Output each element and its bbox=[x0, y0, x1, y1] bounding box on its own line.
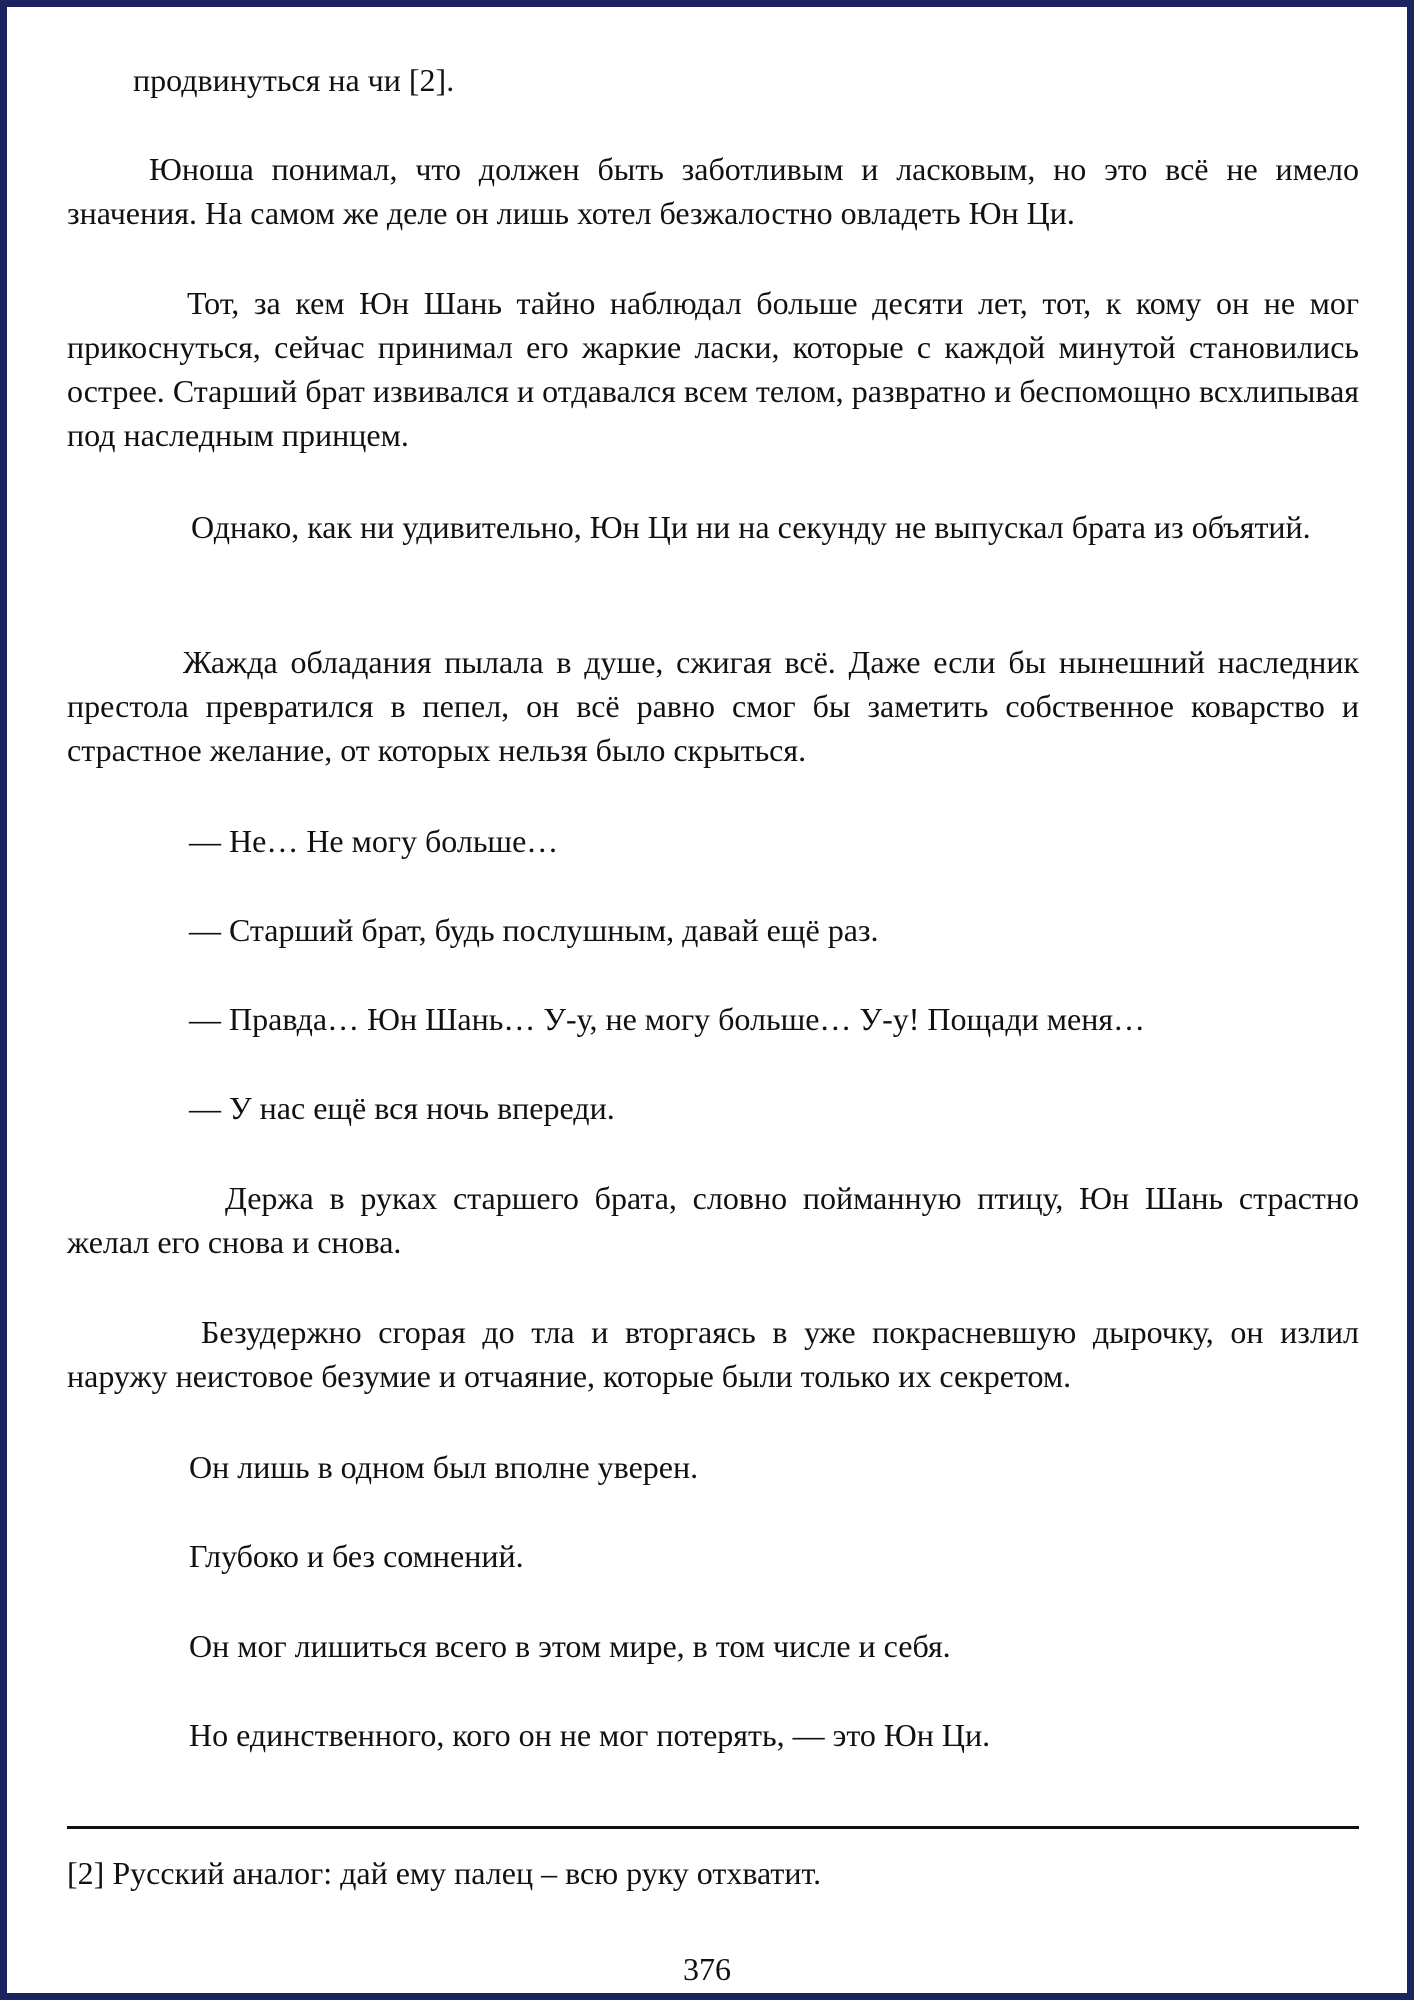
footnote: [2] Русский аналог: дай ему палец – всю руку отхватит. bbox=[67, 1855, 822, 1891]
body-text bbox=[67, 997, 1359, 1041]
paragraph: Тот, за кем Юн Шань тайно наблюдал больше десяти лет, тот, к кому он не мог прикоснуться, сейчас принимал его жаркие ласки, которые с каждой минутой становились острее. Старший брат извивался и отдавался всем телом, развратно и беспомощно всхлипывая под наследным принцем. bbox=[67, 285, 1359, 453]
body-text bbox=[67, 819, 1359, 863]
body-text bbox=[67, 1445, 1359, 1489]
paragraph: Однако, как ни удивительно, Юн Ци ни на секунду не выпускал брата из объятий. bbox=[191, 509, 1311, 545]
body-text bbox=[67, 58, 1359, 102]
body-text bbox=[67, 147, 1359, 235]
body-text bbox=[67, 1176, 1359, 1264]
paragraph: Он мог лишиться всего в этом мире, в том числе и себя. bbox=[189, 1628, 951, 1664]
body-text bbox=[67, 1713, 1359, 1757]
footnote-divider bbox=[67, 1826, 1359, 1829]
paragraph: Юноша понимал, что должен быть заботливым и ласковым, но это всё не имело значения. На самом же деле он лишь хотел безжалостно овладеть Юн Ци. bbox=[67, 151, 1359, 231]
body-text bbox=[67, 505, 1359, 549]
body-text bbox=[67, 1624, 1359, 1668]
paragraph: Но единственного, кого он не мог потерять, — это Юн Ци. bbox=[189, 1717, 991, 1753]
dialogue-line: — Не… Не могу больше… bbox=[189, 823, 559, 859]
body-text bbox=[67, 1086, 1359, 1130]
paragraph: Он лишь в одном был вполне уверен. bbox=[189, 1449, 699, 1485]
body-text bbox=[67, 908, 1359, 952]
page-number: 376 bbox=[683, 1951, 731, 1987]
paragraph: продвинуться на чи [2]. bbox=[133, 62, 455, 98]
paragraph: Глубоко и без сомнений. bbox=[189, 1538, 524, 1574]
dialogue-line: — Старший брат, будь послушным, давай ещё раз. bbox=[189, 912, 879, 948]
body-text bbox=[67, 1534, 1359, 1578]
body-text bbox=[67, 640, 1359, 772]
body-text bbox=[67, 1310, 1359, 1398]
dialogue-line: — У нас ещё вся ночь впереди. bbox=[189, 1090, 615, 1126]
body-text bbox=[67, 281, 1359, 457]
paragraph: Безудержно сгорая до тла и вторгаясь в уже покрасневшую дырочку, он излил наружу неистовое безумие и отчаяние, которые были только их секретом. bbox=[67, 1314, 1359, 1394]
paragraph: Держа в руках старшего брата, словно пойманную птицу, Юн Шань страстно желал его снова и снова. bbox=[67, 1180, 1359, 1260]
dialogue-line: — Правда… Юн Шань… У-у, не могу больше… У-у! Пощади меня… bbox=[189, 1001, 1146, 1037]
paragraph: Жажда обладания пылала в душе, сжигая всё. Даже если бы нынешний наследник престола превратился в пепел, он всё равно смог бы заметить собственное коварство и страстное желание, от которых нельзя было скрыться. bbox=[67, 644, 1359, 768]
